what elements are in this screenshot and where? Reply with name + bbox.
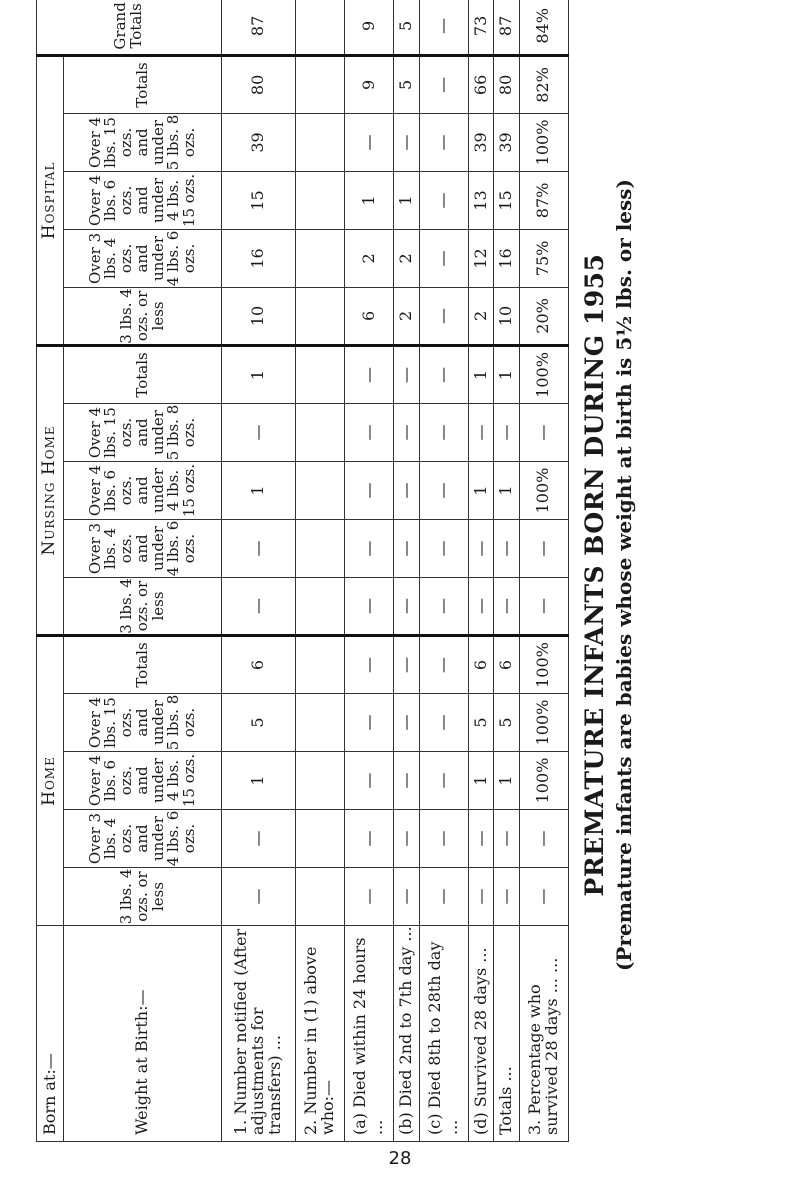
cell-nursing: 1 [494,462,519,520]
cell-nursing: 100% [519,345,568,403]
table-row [344,0,393,1142]
weight-band-header: Over 4 lbs. 6 ozs. and under 4 lbs. 15 ozs. [63,171,222,229]
weight-band-header: Over 4 lbs. 6 ozs. and under 4 lbs. 15 ozs. [63,752,222,810]
table-row [419,0,468,1142]
cell-hospital: — [419,287,468,345]
weight-band-header: Totals [63,55,222,113]
row-label: 2. Number in (1) above who:— [295,926,344,1142]
cell-nursing: — [494,520,519,578]
born-at-label: Born at:— [37,926,64,1142]
cell-home: — [394,810,419,868]
weight-band-header: Over 4 lbs. 6 ozs. and under 4 lbs. 15 ozs. [63,462,222,520]
table-row [468,0,493,1142]
cell-home: — [222,810,295,868]
cell-nursing: — [344,578,393,636]
cell-nursing: 100% [519,462,568,520]
cell-nursing: — [394,345,419,403]
cell-nursing [295,462,344,520]
cell-home: — [468,868,493,926]
cell-hospital: 82% [519,55,568,113]
cell-hospital [295,229,344,287]
cell-hospital: — [419,171,468,229]
cell-hospital: 9 [344,55,393,113]
row-label: (d) Survived 28 days ... [468,926,493,1142]
cell-hospital: 15 [494,171,519,229]
cell-nursing: — [419,462,468,520]
premature-infants-table [36,0,569,1142]
cell-home: — [394,752,419,810]
weight-band-header: 3 lbs. 4 ozs. or less [63,287,222,345]
page-number: 28 [388,1148,412,1169]
cell-hospital: 16 [222,229,295,287]
cell-home [295,636,344,694]
cell-grand-total [295,0,344,55]
cell-nursing: — [419,404,468,462]
cell-home: — [344,636,393,694]
section-hospital: Hospital [37,55,64,345]
cell-home: — [419,868,468,926]
cell-nursing: 1 [222,345,295,403]
cell-home: 6 [494,636,519,694]
cell-home: — [468,810,493,868]
weight-band-header: Totals [63,636,222,694]
cell-hospital [295,287,344,345]
cell-home [295,868,344,926]
cell-home [295,694,344,752]
cell-hospital: — [394,113,419,171]
cell-hospital: — [419,55,468,113]
section-nursing: Nursing Home [37,345,64,635]
cell-nursing: — [222,520,295,578]
cell-hospital: 6 [344,287,393,345]
table-row [394,0,419,1142]
cell-home: — [419,752,468,810]
cell-nursing: — [519,578,568,636]
row-label: (b) Died 2nd to 7th day ... [394,926,419,1142]
cell-nursing: 1 [468,345,493,403]
header-row-sections [37,0,64,1142]
weight-at-birth-label: Weight at Birth:— [63,926,222,1142]
cell-nursing: — [494,404,519,462]
cell-nursing [295,404,344,462]
cell-grand-total: 9 [344,0,393,55]
cell-nursing: 1 [468,462,493,520]
cell-home: 5 [494,694,519,752]
weight-band-header: Over 4 lbs. 15 ozs. and under 5 lbs. 8 ozs. [63,113,222,171]
cell-hospital: — [419,113,468,171]
cell-hospital: 1 [344,171,393,229]
cell-hospital: 39 [222,113,295,171]
cell-nursing: 1 [222,462,295,520]
cell-home: — [394,694,419,752]
cell-home: — [344,694,393,752]
cell-grand-total: — [419,0,468,55]
cell-nursing: — [394,578,419,636]
cell-hospital: 5 [394,55,419,113]
cell-home: 1 [468,752,493,810]
cell-home: — [419,694,468,752]
cell-hospital: 2 [394,287,419,345]
table-subtitle: (Premature infants are babies whose weight at birth is 5½ lbs. or less) [612,178,636,972]
cell-nursing [295,520,344,578]
cell-hospital: 39 [468,113,493,171]
cell-hospital: 1 [394,171,419,229]
cell-home: — [519,868,568,926]
cell-nursing: — [222,404,295,462]
cell-home: — [344,810,393,868]
cell-hospital: 2 [344,229,393,287]
cell-nursing: — [468,520,493,578]
cell-home: 6 [222,636,295,694]
cell-hospital: — [344,113,393,171]
cell-nursing: — [419,520,468,578]
cell-nursing: — [519,520,568,578]
row-label: Totals ... [494,926,519,1142]
cell-hospital: 2 [394,229,419,287]
cell-nursing [295,345,344,403]
table-row [494,0,519,1142]
header-row-weights [63,0,222,1142]
grand-totals-header: Grand Totals [37,0,222,55]
table-title: PREMATURE INFANTS BORN DURING 1955 [580,253,609,897]
cell-nursing: — [344,345,393,403]
cell-home: — [394,868,419,926]
cell-hospital: 66 [468,55,493,113]
cell-nursing [295,578,344,636]
cell-hospital: 87% [519,171,568,229]
section-home: Home [37,636,64,926]
cell-home: 100% [519,694,568,752]
cell-home: 1 [222,752,295,810]
weight-band-header: Over 3 lbs. 4 ozs. and under 4 lbs. 6 ozs. [63,810,222,868]
cell-hospital: 80 [222,55,295,113]
cell-home: 5 [468,694,493,752]
cell-nursing: — [494,578,519,636]
weight-band-header: Totals [63,345,222,403]
cell-hospital: 10 [222,287,295,345]
cell-home: 6 [468,636,493,694]
weight-band-header: 3 lbs. 4 ozs. or less [63,868,222,926]
cell-nursing: — [419,578,468,636]
cell-nursing: — [344,462,393,520]
cell-hospital: 13 [468,171,493,229]
cell-hospital [295,55,344,113]
cell-nursing: — [519,404,568,462]
cell-hospital: 16 [494,229,519,287]
cell-home: — [222,868,295,926]
weight-band-header: Over 4 lbs. 15 ozs. and under 5 lbs. 8 ozs. [63,404,222,462]
cell-hospital: — [419,229,468,287]
cell-home: — [494,810,519,868]
cell-nursing: — [394,462,419,520]
cell-home: 100% [519,636,568,694]
row-label: (a) Died within 24 hours ... [344,926,393,1142]
cell-home: 100% [519,752,568,810]
row-label: 3. Percentage who survived 28 days ... ... [519,926,568,1142]
cell-grand-total: 73 [468,0,493,55]
cell-grand-total: 84% [519,0,568,55]
cell-home: — [494,868,519,926]
cell-nursing: — [344,404,393,462]
cell-nursing: — [419,345,468,403]
table-row [519,0,568,1142]
cell-nursing: — [394,520,419,578]
cell-grand-total: 5 [394,0,419,55]
cell-hospital: 15 [222,171,295,229]
cell-home [295,810,344,868]
table-row [222,0,295,1142]
cell-grand-total: 87 [222,0,295,55]
cell-home: 1 [494,752,519,810]
cell-nursing: — [394,404,419,462]
cell-home: — [394,636,419,694]
cell-hospital: 20% [519,287,568,345]
cell-nursing: — [344,520,393,578]
weight-band-header: 3 lbs. 4 ozs. or less [63,578,222,636]
cell-home: — [344,868,393,926]
cell-hospital: 39 [494,113,519,171]
table-row [295,0,344,1142]
cell-hospital: 10 [494,287,519,345]
cell-home: — [344,752,393,810]
weight-band-header: Over 3 lbs. 4 ozs. and under 4 lbs. 6 ozs. [63,520,222,578]
cell-nursing: — [468,578,493,636]
cell-hospital: 75% [519,229,568,287]
cell-hospital [295,171,344,229]
weight-band-header: Over 4 lbs. 15 ozs. and under 5 lbs. 8 ozs. [63,694,222,752]
cell-hospital: 12 [468,229,493,287]
cell-home: — [419,636,468,694]
cell-home: 5 [222,694,295,752]
cell-nursing: — [222,578,295,636]
cell-hospital: 100% [519,113,568,171]
cell-nursing: — [468,404,493,462]
cell-home [295,752,344,810]
cell-home: — [419,810,468,868]
cell-grand-total: 87 [494,0,519,55]
cell-home: — [519,810,568,868]
cell-hospital: 80 [494,55,519,113]
cell-nursing: 1 [494,345,519,403]
row-label: (c) Died 8th to 28th day ... [419,926,468,1142]
cell-hospital [295,113,344,171]
row-label: 1. Number notified (After adjustments for transfers) ... [222,926,295,1142]
cell-hospital: 2 [468,287,493,345]
weight-band-header: Over 3 lbs. 4 ozs. and under 4 lbs. 6 ozs. [63,229,222,287]
